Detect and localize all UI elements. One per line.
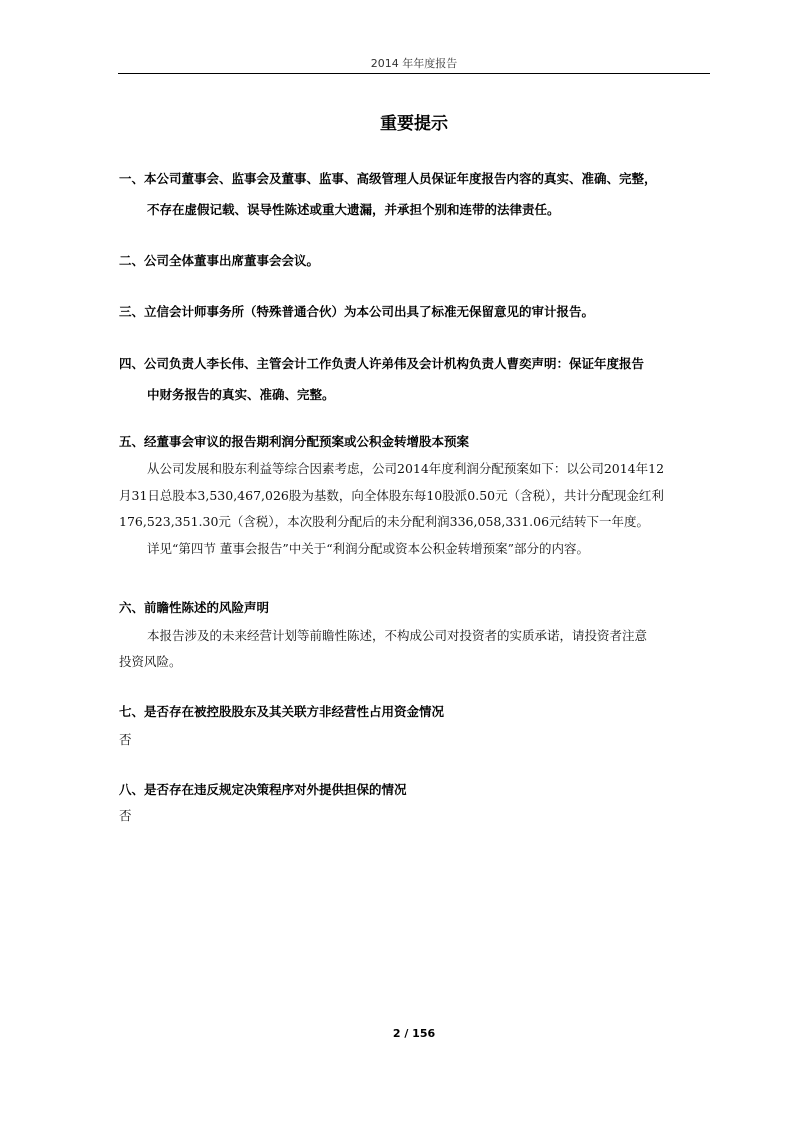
section-5-body-line: 月31日总股本3,530,467,026股为基数，向全体股东每10股派0.50元（含税），共计分配现金红利 [119,488,664,503]
section-6-body-line: 本报告涉及的未来经营计划等前瞻性陈述，不构成公司对投资者的实质承诺，请投资者注意 [147,628,648,643]
section-4-heading: 四、公司负责人李长伟、主管会计工作负责人许弟伟及会计机构负责人曹奕声明：保证年度报告 [119,356,645,371]
section-8-answer: 否 [119,808,132,823]
section-8-heading: 八、是否存在违反规定决策程序对外提供担保的情况 [119,782,407,797]
section-5-heading: 五、经董事会审议的报告期利润分配预案或公积金转增股本预案 [119,434,470,449]
section-7-answer: 否 [119,732,132,747]
section-5-body-line: 详见“第四节 董事会报告”中关于“利润分配或资本公积金转增预案”部分的内容。 [147,541,590,556]
section-1-heading-cont: 不存在虚假记载、误导性陈述或重大遗漏，并承担个别和连带的法律责任。 [147,202,560,217]
page-title: 重要提示 [380,114,448,134]
section-7-heading: 七、是否存在被控股股东及其关联方非经营性占用资金情况 [119,704,445,719]
header-rule [118,73,710,74]
section-2-heading: 二、公司全体董事出席董事会会议。 [119,253,320,268]
section-5-body-line: 从公司发展和股东利益等综合因素考虑，公司2014年度利润分配预案如下：以公司2014年12 [147,461,665,476]
section-4-heading-cont: 中财务报告的真实、准确、完整。 [147,387,335,402]
running-header: 2014 年年度报告 [370,57,458,70]
section-6-body-line: 投资风险。 [119,654,182,669]
section-3-heading: 三、立信会计师事务所（特殊普通合伙）为本公司出具了标准无保留意见的审计报告。 [119,304,595,319]
section-6-heading: 六、前瞻性陈述的风险声明 [119,600,270,615]
section-5-body-line: 176,523,351.30元（含税），本次股利分配后的未分配利润336,058,331.06元结转下一年度。 [119,514,650,529]
page-number: 2 / 156 [392,1027,436,1040]
section-1-heading: 一、本公司董事会、监事会及董事、监事、高级管理人员保证年度报告内容的真实、准确、完整， [119,171,657,186]
